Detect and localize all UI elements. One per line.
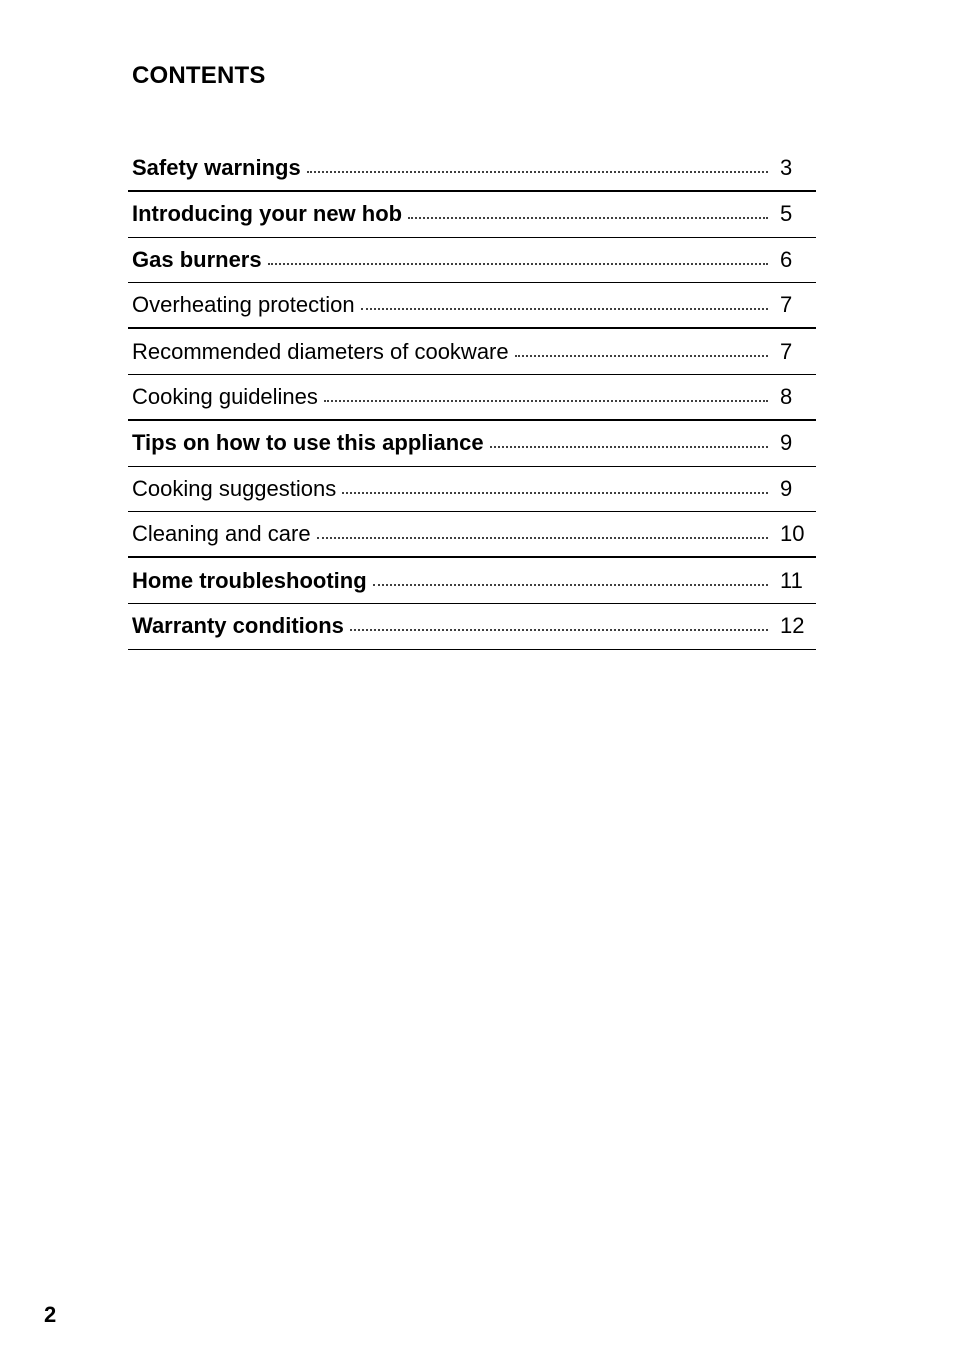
toc-entry-page: 9 <box>780 430 793 456</box>
toc-entry-introducing-your-new-hob[interactable] <box>128 192 816 238</box>
toc-entry-recommended-diameters[interactable] <box>128 329 816 375</box>
toc-entry-page: 5 <box>780 201 793 227</box>
toc-entry-label: Gas burners <box>132 246 262 272</box>
toc-entry-label: Cleaning and care <box>132 521 311 547</box>
page-number: 2 <box>44 1302 57 1327</box>
toc-entry-gas-burners[interactable] <box>128 238 816 284</box>
dot-leader <box>515 355 768 357</box>
toc-entry-label: Overheating protection <box>132 292 355 318</box>
toc-entry-page: 12 <box>780 613 805 639</box>
toc-entry-page: 9 <box>780 475 793 501</box>
dot-leader <box>317 537 768 539</box>
dot-leader <box>342 492 768 494</box>
toc-entry-page: 8 <box>780 383 793 409</box>
toc-entry-overheating-protection[interactable] <box>128 283 816 329</box>
toc-entry-cooking-suggestions[interactable] <box>128 467 816 513</box>
toc-entry-label: Home troubleshooting <box>132 567 367 593</box>
table-of-contents <box>128 146 816 650</box>
dot-leader <box>350 629 768 631</box>
toc-entry-page: 10 <box>780 521 805 547</box>
toc-entry-cooking-guidelines[interactable] <box>128 375 816 421</box>
dot-leader <box>324 400 768 402</box>
toc-entry-page: 11 <box>780 567 803 593</box>
toc-entry-page: 7 <box>780 338 793 364</box>
toc-entry-label: Recommended diameters of cookware <box>132 338 509 364</box>
toc-entry-label: Safety warnings <box>132 154 301 180</box>
toc-entry-warranty-conditions[interactable] <box>128 604 816 650</box>
toc-entry-label: Cooking guidelines <box>132 383 318 409</box>
dot-leader <box>307 171 768 173</box>
toc-entry-page: 3 <box>780 154 793 180</box>
toc-entry-label: Cooking suggestions <box>132 475 337 501</box>
dot-leader <box>268 263 768 265</box>
dot-leader <box>408 217 768 219</box>
toc-entry-label: Tips on how to use this appliance <box>132 430 484 456</box>
toc-entry-page: 7 <box>780 292 793 318</box>
toc-entry-home-troubleshooting[interactable] <box>128 558 816 604</box>
dot-leader <box>373 584 768 586</box>
dot-leader <box>490 446 768 448</box>
toc-entry-safety-warnings[interactable] <box>128 146 816 192</box>
toc-entry-label: Warranty conditions <box>132 613 344 639</box>
toc-entry-page: 6 <box>780 246 793 272</box>
toc-entry-label: Introducing your new hob <box>132 201 403 227</box>
page-title: CONTENTS <box>132 62 266 89</box>
dot-leader <box>361 308 768 310</box>
toc-entry-cleaning-and-care[interactable] <box>128 512 816 558</box>
toc-entry-tips-on-how-to-use[interactable] <box>128 421 816 467</box>
